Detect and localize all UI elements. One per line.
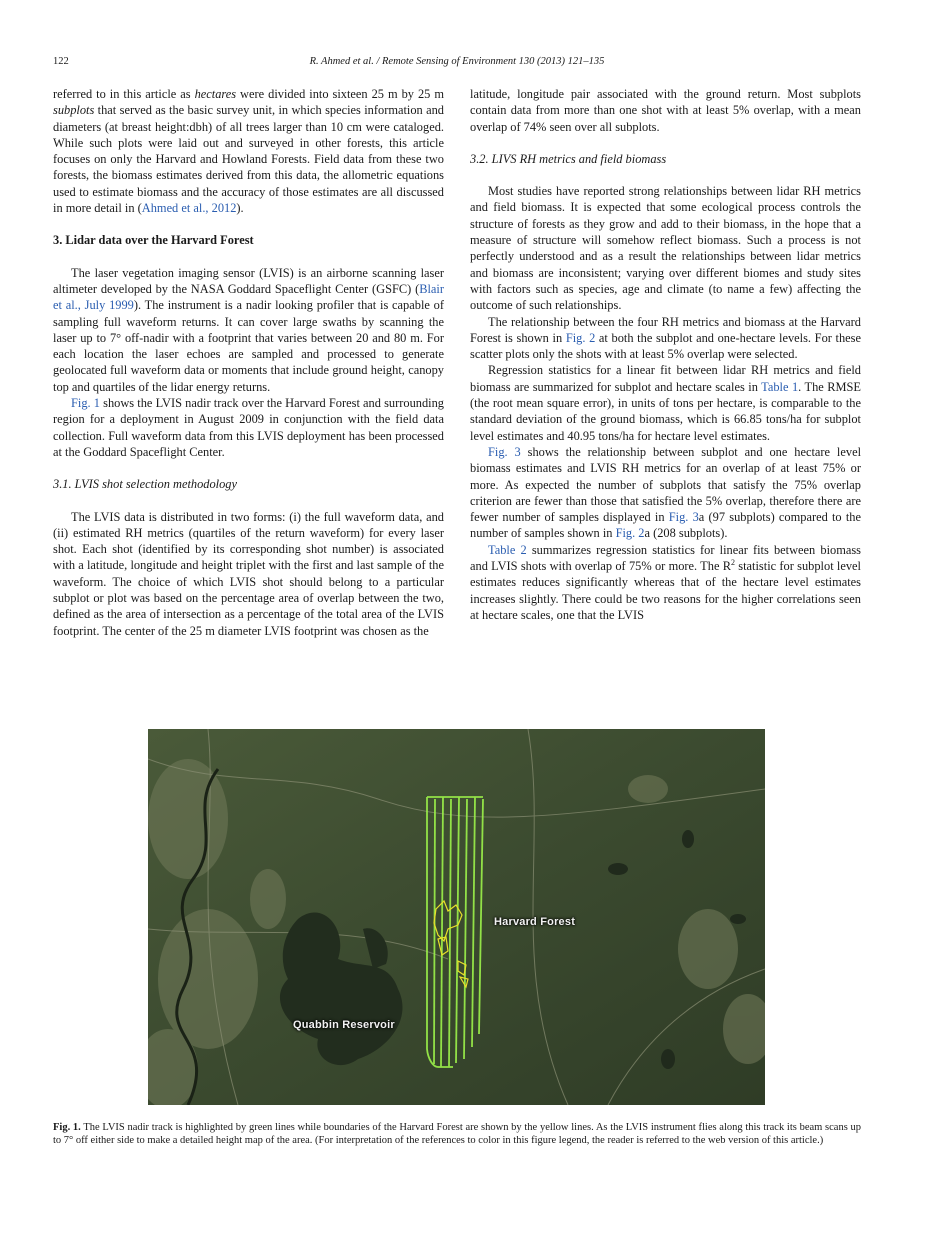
- figure-link[interactable]: Fig. 2: [565, 330, 596, 345]
- figure-link[interactable]: Fig. 1: [71, 396, 100, 411]
- map-label-quabbin-reservoir: Quabbin Reservoir: [293, 1019, 395, 1031]
- figure-link[interactable]: Fig. 3: [668, 510, 699, 525]
- section-heading: 3. Lidar data over the Harvard Forest: [53, 233, 254, 248]
- caption-label: Fig. 1.: [53, 1122, 81, 1133]
- left-column: [53, 86, 444, 639]
- lvis-track-map: [148, 729, 765, 1105]
- subsection-heading: 3.1. LVIS shot selection methodology: [53, 477, 237, 492]
- paragraph: The LVIS data is distributed in two forms: (i) the full waveform data, and (ii) estimated RH metrics (quartiles of the return waveform) for every laser shot. Each shot (identified by its corresponding shot number) is associated with a latitude, longitude and height triplet with the first and last sample of the waveform. The choice of which LVIS shot should belong to a particular subplot or plot was based on the percentage area of overlap between the two, defined as the area of intersection as a percentage of the total area of the LVIS footprint. The center of the 25 m diameter LVIS footprint was chosen as the: [53, 509, 444, 638]
- table-link[interactable]: Table 2: [488, 542, 527, 557]
- paragraph: latitude, longitude pair associated with the ground return. Most subplots contain data from more than one shot with at least 5% overlap, with a mean overlap of 74% seen over all subplots.: [470, 87, 861, 134]
- paragraph: Fig. 3 shows the relationship between subplot and one hectare level biomass estimates and LVIS RH metrics for an overlap of at least 75% or more. As expected the number of subplots that satisfy the 75% overlap criterion are fewer than those that satisfied the 5% overlap, therefore there are fewer number of samples displayed in Fig. 3a (97 subplots) compared to the number of samples shown in Fig. 2a (208 subplots).: [470, 444, 862, 541]
- paragraph: The laser vegetation imaging sensor (LVIS) is an airborne scanning laser altimeter developed by the NASA Goddard Spaceflight Center (GSFC) (Blair et al., July 1999). The instrument is a nadir looking profiler that is capable of sampling full waveform returns. It can cover large swaths by scanning the laser up to 7° off-nadir with a footprint that varies between 20 and 80 m. For each location the laser echoes are sampled and processed to generate geolocated full waveform data or moments that include ground height, canopy top and quartiles of the lidar energy returns.: [53, 265, 444, 394]
- journal-citation: R. Ahmed et al. / Remote Sensing of Environment 130 (2013) 121–135: [309, 56, 605, 67]
- figure-link[interactable]: Fig. 2: [615, 526, 645, 541]
- running-header: [53, 56, 861, 72]
- page-number: 122: [53, 56, 69, 67]
- paragraph: Fig. 1 shows the LVIS nadir track over the Harvard Forest and surrounding region for a deployment in August 2009 in conjunction with the field data collection. Full waveform data from this LVIS deployment has been processed at the Goddard Spaceflight Center.: [53, 396, 444, 459]
- figure-caption: [53, 1121, 861, 1148]
- citation-link[interactable]: Blair et al., July 1999: [53, 281, 444, 313]
- caption-text: The LVIS nadir track is highlighted by green lines while boundaries of the Harvard Forest are shown by the yellow lines. As the LVIS instrument flies along this track its beam scans up to 7° off either side to make a detailed height map of the area. (For interpretation of the references to color in this figure legend, the reader is referred to the web version of this article.): [53, 1122, 861, 1147]
- paragraph: referred to in this article as hectares were divided into sixteen 25 m by 25 m subplots that served as the basic survey unit, in which species information and diameters (at breast height:dbh) of all trees larger than 10 cm were cataloged. While such plots were laid out and surveyed in other forests, this article focuses on only the Harvard and Howland Forests. Field data from these two forests, the biomass estimates derived from this data, the allometric equations used to estimate biomass and the accuracy of those estimates are all discussed in more detail in (Ahmed et al., 2012).: [53, 87, 444, 216]
- subsection-heading: 3.2. LIVS RH metrics and field biomass: [470, 151, 667, 166]
- table-link[interactable]: Table 1: [761, 379, 799, 394]
- figure-link[interactable]: Fig. 3: [488, 444, 521, 459]
- paragraph: Table 2 summarizes regression statistics for linear fits between biomass and LVIS shots with overlap of 75% or more. The $R^2$ statistic for subplot level estimates reduces significantly whereas that of the hectare level estimates increases slightly. There could be two reasons for the higher correlations seen at hectare scales, one that the LVIS: [470, 542, 862, 622]
- paragraph: Most studies have reported strong relationships between lidar RH metrics and field biomass. It is expected that some ecological process controls the structure of forests as they grow and add to their biomass, in the hope that a measure of structure will somehow reflect biomass. Such a process is not perfectly understood and as a result the relationships between lidar metrics and biomass are inconsistent; varying over different biomes and study sites with factors such as species, age and climate (to name a few) affecting the outcome of such relationships.: [470, 184, 861, 313]
- paragraph: Regression statistics for a linear fit between lidar RH metrics and field biomass are summarized for subplot and hectare scales in Table 1. The RMSE (the root mean square error), in units of tons per hectare, is comparable to the standard deviation of the ground biomass, which is 66.85 tons/ha for subplot level estimates and 40.95 tons/ha for hectare level estimates.: [470, 363, 861, 443]
- paragraph: The relationship between the four RH metrics and biomass at the Harvard Forest is shown in Fig. 2 at both the subplot and one-hectare levels. For these scatter plots only the shots with at least 5% overlap were selected.: [470, 314, 861, 362]
- map-label-harvard-forest: Harvard Forest: [494, 916, 576, 928]
- map-image: [148, 729, 765, 1105]
- citation-link[interactable]: Ahmed et al., 2012: [141, 201, 237, 216]
- right-column: [470, 86, 861, 623]
